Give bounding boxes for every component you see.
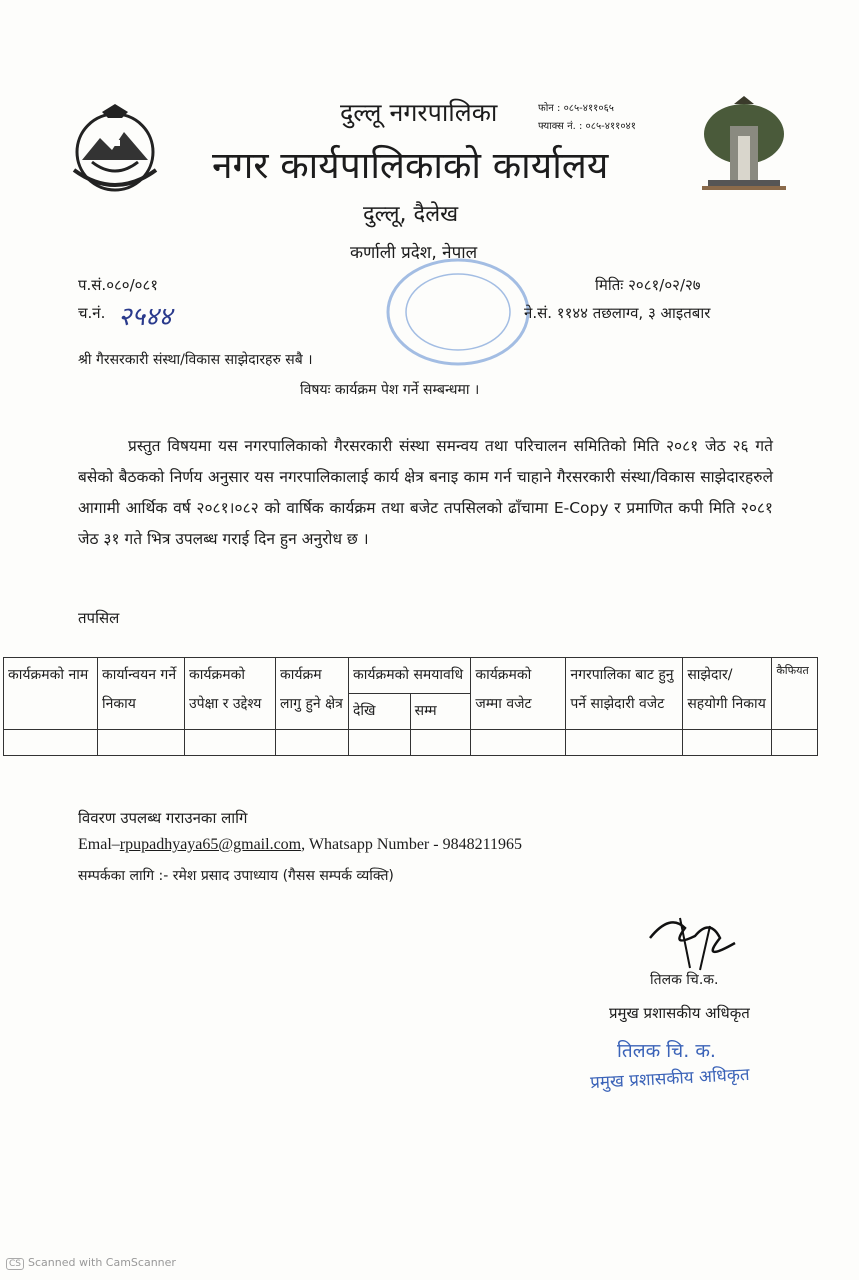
table-header-objective: कार्यक्रमको उपेक्षा र उद्देश्य	[185, 658, 276, 730]
reference-number: प.सं.०८०/०८१	[78, 276, 159, 294]
body-paragraph: प्रस्तुत विषयमा यस नगरपालिकाको गैरसरकारी संस्था समन्वय तथा परिचालन समितिको मिति २०८१ जेठ २६ गते बसेको बैठकको निर्णय अनुसार यस नगरपालिकालाई कार्य क्षेत्र बनाइ काम गर्न चाहाने गैरसरकारी संस्था/विकास साझेदारहरुले आगामी आर्थिक वर्ष २०८१।०८२ को वार्षिक कार्यक्रम तथा बजेट तपसिलको ढाँचामा E-Copy र प्रमाणित कपी मिति २०८१ जेठ ३१ गते भित्र उपलब्ध गराई दिन हुन अनुरोध छ ।	[78, 437, 773, 548]
table-cell	[683, 730, 772, 756]
table-cell	[98, 730, 185, 756]
nepal-emblem-logo	[62, 100, 168, 204]
dispatch-number: २५४४	[118, 302, 173, 332]
table-header-municipal-budget: नगरपालिका बाट हुनु पर्ने साझेदारी वजेट	[566, 658, 683, 730]
table-cell	[772, 730, 818, 756]
fax-number: फ्याक्स नं. : ०८५-४११०४१	[538, 121, 636, 132]
email-link[interactable]: rpupadhyaya65@gmail.com	[119, 836, 302, 853]
table-cell	[471, 730, 566, 756]
addressee: श्री गैरसरकारी संस्था/विकास साझेदारहरु सबै ।	[78, 352, 313, 368]
municipality-name: दुल्लू नगरपालिका	[340, 98, 498, 127]
details-label: तपसिल	[78, 609, 120, 627]
email-label: Emal–	[78, 836, 120, 853]
table-row	[4, 730, 818, 756]
letter-date: मितिः २०८१/०२/२७	[595, 276, 701, 294]
temple-logo	[700, 96, 788, 200]
table-header-row	[4, 658, 818, 694]
contact-person: सम्पर्कका लागि :- रमेश प्रसाद उपाध्याय (गैसस सम्पर्क व्यक्ति)	[78, 868, 394, 884]
table-cell	[410, 730, 471, 756]
table-cell	[4, 730, 98, 756]
signatory-title: प्रमुख प्रशासकीय अधिकृत	[609, 1004, 750, 1022]
table-header-area: कार्यक्रम लागु हुने क्षेत्र	[276, 658, 349, 730]
dispatch-label: च.नं.	[78, 304, 106, 322]
contact-email-line	[78, 836, 522, 854]
stamp-title: प्रमुख प्रशासकीय अधिकृत	[589, 1064, 751, 1094]
table-cell	[566, 730, 683, 756]
scanner-watermark	[6, 1256, 176, 1270]
table-header-implementing-body: कार्यान्वयन गर्ने निकाय	[98, 658, 185, 730]
office-title: नगर कार्यपालिकाको कार्यालय	[212, 144, 609, 187]
province-address: कर्णाली प्रदेश, नेपाल	[350, 243, 478, 263]
table-header-from: देखि	[349, 694, 411, 730]
table-header-program-name: कार्यक्रमको नाम	[4, 658, 98, 730]
table-header-duration: कार्यक्रमको समयावधि	[349, 658, 471, 694]
scanner-watermark-text: Scanned with CamScanner	[28, 1256, 176, 1269]
program-details-table	[3, 657, 818, 756]
table-cell	[185, 730, 276, 756]
whatsapp-number: , Whatsapp Number - 9848211965	[301, 836, 522, 853]
subject-line: विषयः कार्यक्रम पेश गर्ने सम्बन्धमा ।	[300, 382, 480, 398]
table-header-to: सम्म	[410, 694, 471, 730]
table-header-remarks: कैफियत	[772, 658, 818, 730]
table-header-partner: साझेदार/ सहयोगी निकाय	[683, 658, 772, 730]
nepal-sambat-date: ने.सं. ११४४ तछलाग्व, ३ आइतबार	[524, 304, 711, 322]
table-cell	[276, 730, 349, 756]
stamp-name: तिलक चि. क.	[617, 1040, 716, 1062]
table-cell	[349, 730, 411, 756]
table-header-total-budget: कार्यक्रमको जम्मा वजेट	[471, 658, 566, 730]
contact-intro: विवरण उपलब्ध गराउनका लागि	[78, 809, 248, 827]
phone-number: फोन : ०८५-४११०६५	[538, 103, 614, 114]
city-address: दुल्लू, दैलेख	[363, 202, 459, 227]
signatory-name: तिलक चि.क.	[650, 972, 719, 988]
camscanner-icon: CS	[6, 1258, 24, 1270]
office-seal-stamp	[378, 252, 538, 376]
